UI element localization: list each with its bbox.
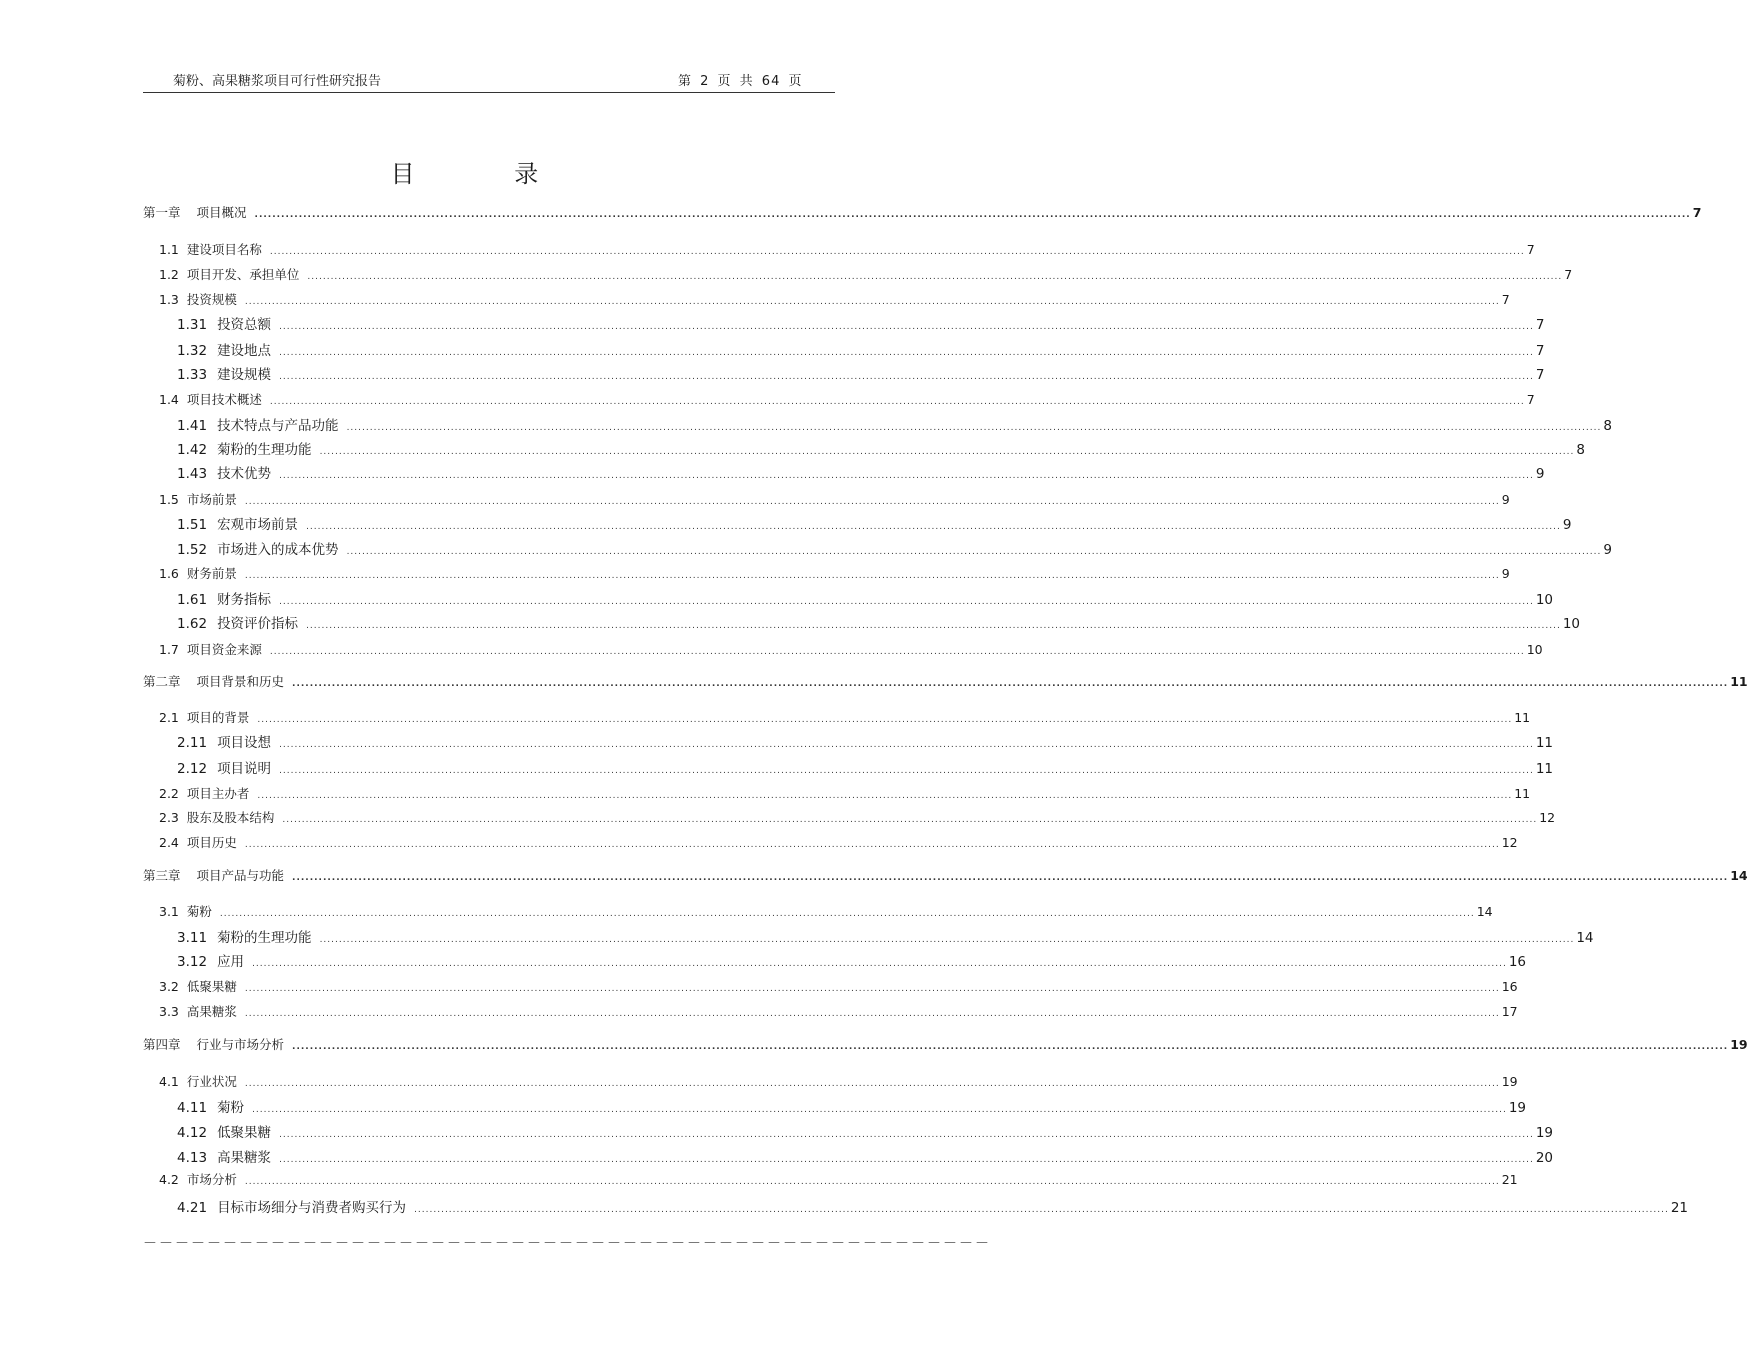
toc-entry[interactable] [177,339,1545,359]
toc-dot-leader [252,1105,1507,1115]
toc-dot-leader [245,571,1500,581]
toc-entry-title: 低聚果糖 [217,1125,272,1141]
toc-entry-page: 21 [1501,1172,1518,1187]
toc-entry-page: 17 [1501,1004,1518,1019]
toc-dot-leader [220,909,1475,919]
document-title: 菊粉、高果糖浆项目可行性研究报告 [173,74,382,89]
toc-dot-leader [270,647,1525,657]
toc-entry[interactable] [159,833,1518,853]
toc-entry[interactable] [159,265,1573,285]
toc-entry-page: 8 [1603,418,1612,434]
toc-dot-leader [245,984,1500,994]
toc-entry-number: 1.61 [177,592,208,608]
toc-entry-page: 11 [1514,786,1531,801]
toc-entry[interactable] [177,538,1612,558]
toc-entry-number: 4.1 [159,1074,179,1089]
toc-entry-number: 2.12 [177,761,208,777]
toc-entry[interactable] [177,1121,1554,1141]
toc-chapter-entry[interactable] [143,1035,1748,1055]
toc-dot-leader [292,1042,1728,1052]
toc-entry-page: 19 [1535,1125,1554,1141]
toc-entry-page: 10 [1526,642,1543,657]
toc-entry[interactable] [177,731,1554,751]
toc-dot-leader [245,1177,1500,1187]
toc-dot-leader [245,840,1500,850]
toc-entry-number: 2.11 [177,735,208,751]
toc-entry-page: 7 [1535,343,1545,359]
toc-entry-number: 第三章 [143,868,181,883]
toc-entry[interactable] [159,977,1518,997]
toc-chapter-entry[interactable] [143,672,1748,692]
toc-entry-page: 9 [1562,517,1572,533]
toc-entry[interactable] [159,902,1493,922]
toc-entry-number: 2.2 [159,786,179,801]
toc-entry-title: 菊粉的生理功能 [217,442,312,458]
toc-entry-page: 8 [1576,442,1585,458]
toc-dot-leader [245,297,1500,307]
toc-entry[interactable] [177,313,1545,333]
toc-entry[interactable] [159,1002,1518,1022]
toc-entry-page: 14 [1576,930,1594,946]
toc-dot-leader [245,1079,1500,1089]
toc-dot-leader [307,272,1562,282]
toc-dot-leader [320,447,1575,457]
toc-entry-title: 投资总额 [217,317,272,333]
toc-dot-leader [292,873,1728,883]
toc-entry[interactable] [177,950,1527,970]
toc-entry-title: 应用 [217,954,245,970]
toc-dot-leader [257,715,1512,725]
toc-entry-number: 第四章 [143,1037,181,1052]
toc-entry-title: 项目设想 [217,735,272,751]
toc-dot-leader [257,791,1512,801]
toc-heading: 目 录 [390,160,585,188]
toc-entry-title: 财务指标 [217,592,272,608]
toc-dot-leader [347,547,1602,557]
toc-entry-title: 技术优势 [217,466,272,482]
toc-entry-title: 项目概况 [196,205,247,220]
toc-entry-page: 11 [1535,735,1554,751]
toc-dot-leader [245,497,1500,507]
toc-dot-leader [306,621,1561,631]
toc-entry-page: 10 [1535,592,1554,608]
toc-dot-leader [245,1009,1500,1019]
toc-entry-title: 菊粉 [186,904,212,919]
toc-entry-number: 1.1 [159,242,179,257]
toc-entry-number: 2.3 [159,810,179,825]
toc-dot-leader [279,471,1534,481]
toc-entry-title: 建设项目名称 [186,242,262,257]
toc-entry-number: 1.33 [177,367,208,383]
toc-entry-title: 市场前景 [186,492,237,507]
toc-entry-number: 3.1 [159,904,179,919]
toc-entry-number: 1.42 [177,442,208,458]
toc-entry-page: 11 [1535,761,1554,777]
toc-entry-title: 项目说明 [217,761,272,777]
toc-entry-page: 9 [1501,492,1510,507]
toc-dot-leader [279,322,1534,332]
toc-entry-number: 3.12 [177,954,208,970]
toc-entry[interactable] [177,1146,1554,1166]
toc-entry-number: 2.1 [159,710,179,725]
toc-entry-number: 第二章 [143,674,181,689]
toc-entry-title: 行业与市场分析 [196,1037,285,1052]
toc-entry-number: 1.4 [159,392,179,407]
toc-entry-number: 1.41 [177,418,208,434]
toc-entry-page: 9 [1535,466,1545,482]
toc-entry-page: 19 [1508,1100,1527,1116]
toc-entry-number: 1.43 [177,466,208,482]
toc-entry-number: 4.13 [177,1150,208,1166]
toc-entry-page: 19 [1501,1074,1518,1089]
toc-entry-title: 市场进入的成本优势 [217,542,339,558]
toc-entry-number: 4.2 [159,1172,179,1187]
toc-entry-page: 20 [1535,1150,1554,1166]
toc-entry[interactable] [159,808,1556,828]
toc-entry-page: 11 [1514,710,1531,725]
toc-entry-title: 项目的背景 [186,710,250,725]
toc-entry-number: 1.51 [177,517,208,533]
toc-entry[interactable] [177,513,1572,533]
toc-entry[interactable] [177,757,1554,777]
toc-entry-title: 项目背景和历史 [196,674,285,689]
toc-entry-title: 高果糖浆 [186,1004,237,1019]
toc-entry-number: 2.4 [159,835,179,850]
toc-entry[interactable] [177,588,1554,608]
toc-entry-title: 项目资金来源 [186,642,262,657]
toc-entry[interactable] [177,462,1545,482]
toc-entry[interactable] [159,784,1531,804]
toc-entry[interactable] [159,290,1510,310]
toc-entry-page: 7 [1526,392,1535,407]
toc-dot-leader [270,397,1525,407]
toc-entry[interactable] [159,1072,1518,1092]
toc-dot-leader [279,1130,1534,1140]
toc-entry-page: 7 [1501,292,1510,307]
toc-dot-leader [414,1205,1669,1215]
toc-entry-title: 技术特点与产品功能 [217,418,339,434]
toc-entry-title: 投资规模 [186,292,237,307]
toc-dot-leader [279,597,1534,607]
toc-dot-leader [282,815,1537,825]
toc-entry-number: 第一章 [143,205,181,220]
toc-entry-page: 16 [1501,979,1518,994]
toc-entry-title: 项目产品与功能 [196,868,285,883]
toc-entry-page: 7 [1692,205,1702,220]
toc-dot-leader [279,348,1534,358]
toc-entry-title: 低聚果糖 [186,979,237,994]
footer-dash-line: －－－－－－－－－－－－－－－－－－－－－－－－－－－－－－－－－－－－－－－－－－－－－－－－－－－－－ [143,1236,991,1252]
toc-entry-page: 12 [1501,835,1518,850]
toc-chapter-entry[interactable] [143,203,1702,223]
toc-entry-number: 1.5 [159,492,179,507]
toc-entry-page: 12 [1539,810,1556,825]
toc-entry[interactable] [159,390,1535,410]
toc-entry-page: 7 [1535,367,1545,383]
toc-entry-page: 19 [1730,1037,1748,1052]
toc-dot-leader [252,959,1507,969]
toc-dot-leader [292,679,1728,689]
toc-entry-title: 市场分析 [186,1172,237,1187]
toc-entry-page: 14 [1476,904,1493,919]
toc-entry-title: 菊粉的生理功能 [217,930,312,946]
toc-entry-number: 4.12 [177,1125,208,1141]
toc-entry-number: 1.31 [177,317,208,333]
toc-entry-number: 1.3 [159,292,179,307]
toc-entry-title: 项目历史 [186,835,237,850]
toc-entry-title: 目标市场细分与消费者购买行为 [217,1200,407,1216]
toc-entry-page: 7 [1526,242,1535,257]
toc-entry-title: 项目开发、承担单位 [186,267,300,282]
toc-entry-page: 10 [1562,616,1581,632]
toc-entry[interactable] [177,1096,1527,1116]
toc-entry-page: 9 [1603,542,1612,558]
toc-entry-title: 宏观市场前景 [217,517,299,533]
toc-entry[interactable] [177,438,1585,458]
toc-dot-leader [270,247,1525,257]
toc-entry-number: 1.32 [177,343,208,359]
toc-entry[interactable] [159,240,1535,260]
toc-dot-leader [279,766,1534,776]
toc-entry-number: 4.11 [177,1100,208,1116]
toc-entry-title: 行业状况 [186,1074,237,1089]
toc-dot-leader [320,935,1575,945]
toc-dot-leader [306,522,1561,532]
toc-entry[interactable] [159,564,1510,584]
toc-entry-page: 7 [1564,267,1573,282]
toc-entry-title: 项目技术概述 [186,392,262,407]
toc-dot-leader [255,210,1691,220]
toc-entry[interactable] [159,1170,1518,1190]
toc-chapter-entry[interactable] [143,866,1748,886]
toc-entry-number: 1.52 [177,542,208,558]
toc-entry-number: 3.3 [159,1004,179,1019]
toc-entry[interactable] [177,926,1594,946]
toc-entry-title: 股东及股本结构 [186,810,275,825]
toc-entry[interactable] [177,363,1545,383]
toc-entry-title: 财务前景 [186,566,237,581]
toc-entry-number: 1.7 [159,642,179,657]
toc-entry-page: 9 [1501,566,1510,581]
toc-entry-title: 投资评价指标 [217,616,299,632]
toc-dot-leader [279,740,1534,750]
toc-entry[interactable] [177,1196,1689,1216]
toc-entry-title: 项目主办者 [186,786,250,801]
toc-entry-number: 3.11 [177,930,208,946]
page-number: 第 2 页 共 64 页 [678,74,803,89]
toc-entry[interactable] [159,708,1531,728]
toc-entry-title: 建设规模 [217,367,272,383]
toc-entry-title: 高果糖浆 [217,1150,272,1166]
toc-entry[interactable] [177,414,1612,434]
toc-entry-title: 建设地点 [217,343,272,359]
toc-entry-number: 1.2 [159,267,179,282]
toc-entry-number: 1.62 [177,616,208,632]
toc-entry-number: 4.21 [177,1200,208,1216]
toc-entry-page: 16 [1508,954,1527,970]
toc-entry-title: 菊粉 [217,1100,245,1116]
toc-entry-page: 21 [1670,1200,1689,1216]
toc-entry[interactable] [177,612,1581,632]
toc-dot-leader [279,372,1534,382]
toc-dot-leader [347,423,1602,433]
toc-entry-page: 14 [1730,868,1748,883]
toc-dot-leader [279,1155,1534,1165]
toc-entry-page: 7 [1535,317,1545,333]
toc-entry[interactable] [159,640,1543,660]
toc-entry[interactable] [159,490,1510,510]
toc-entry-number: 1.6 [159,566,179,581]
toc-entry-page: 11 [1730,674,1748,689]
toc-entry-number: 3.2 [159,979,179,994]
